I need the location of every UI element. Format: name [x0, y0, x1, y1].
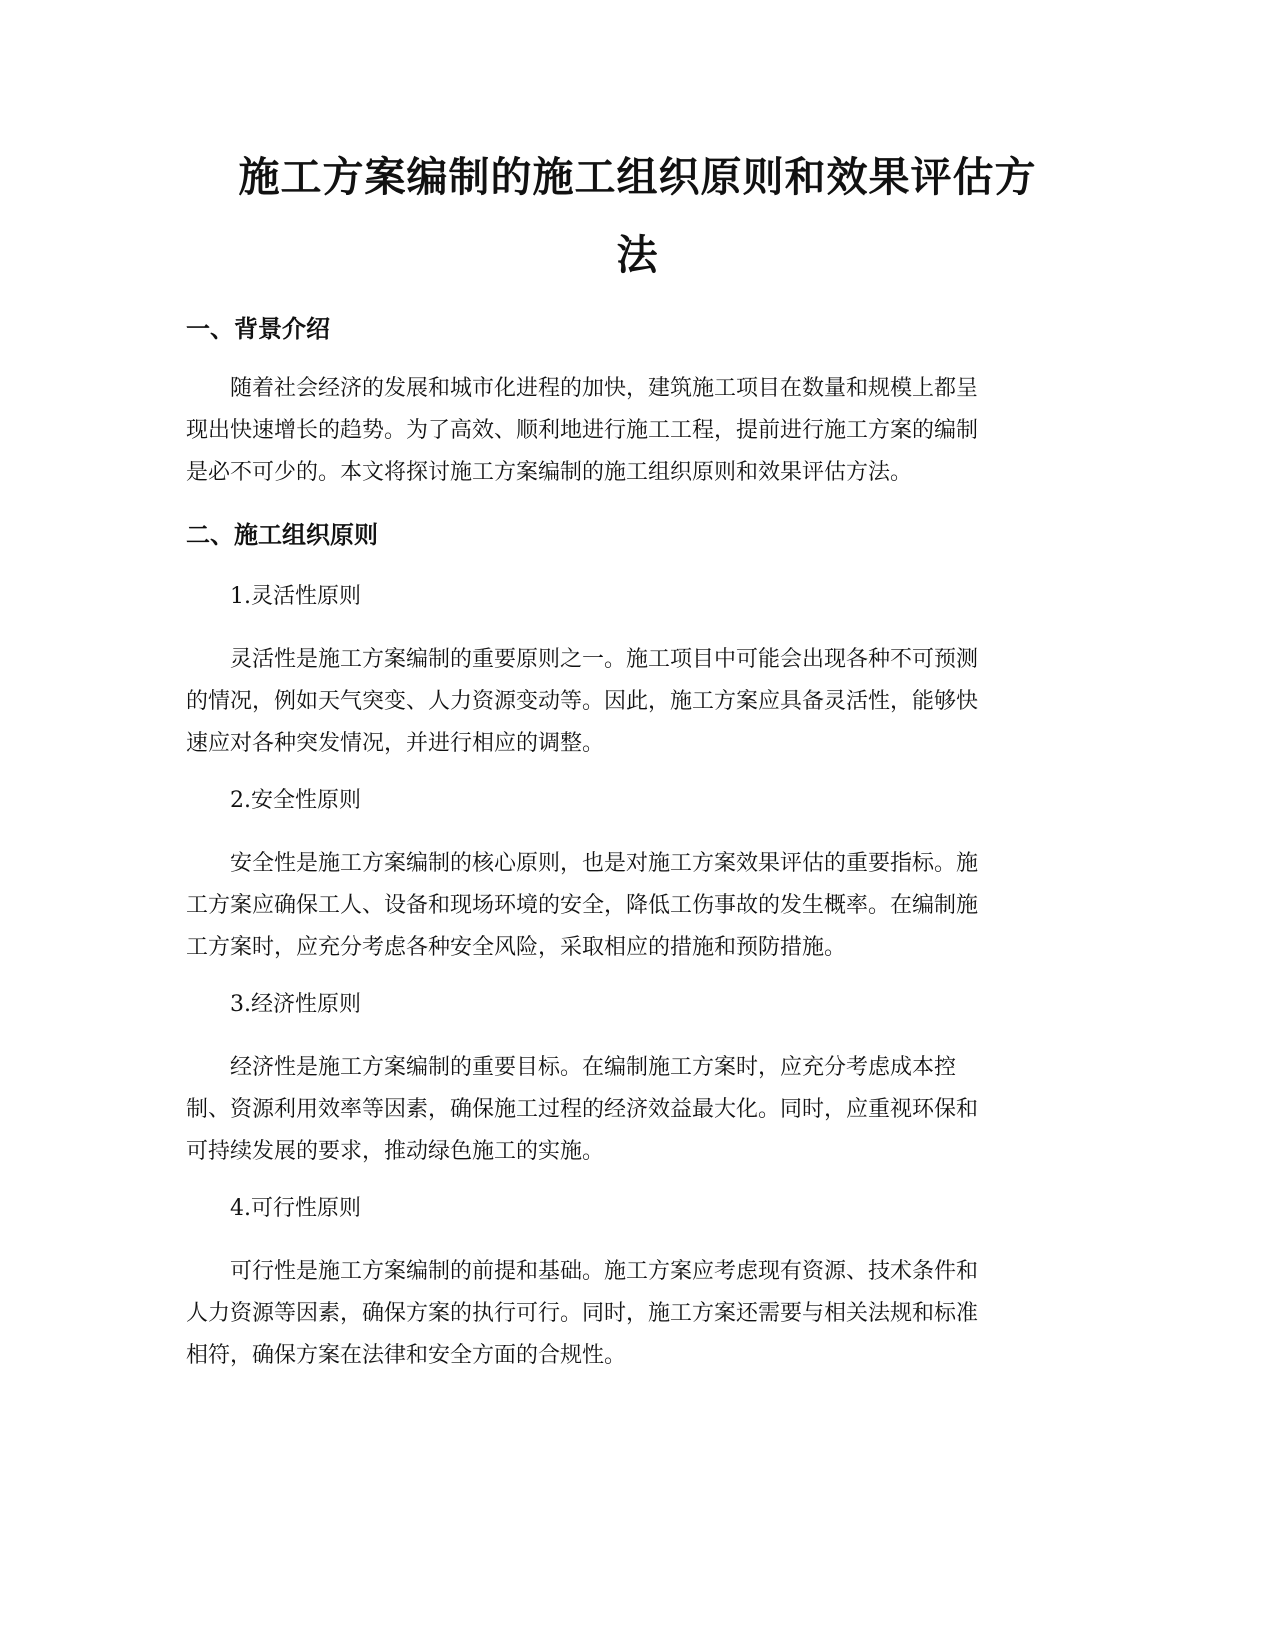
- background-paragraph: [186, 368, 1086, 494]
- paragraph-line: 经济性是施工方案编制的重要目标。在编制施工方案时，应充分考虑成本控: [230, 1055, 957, 1080]
- principle-4-paragraph: [186, 1251, 1086, 1377]
- paragraph-line: 安全性是施工方案编制的核心原则，也是对施工方案效果评估的重要指标。施: [230, 851, 979, 876]
- title-line-2: 法: [616, 231, 659, 279]
- paragraph-line: 工方案时，应充分考虑各种安全风险，采取相应的措施和预防措施。: [186, 935, 847, 960]
- paragraph-line: 人力资源等因素，确保方案的执行可行。同时，施工方案还需要与相关法规和标准: [186, 1301, 979, 1326]
- principle-3-heading: 3.经济性原则: [230, 992, 361, 1017]
- principle-2-paragraph: [186, 843, 1086, 969]
- principle-4-heading: 4.可行性原则: [230, 1196, 361, 1221]
- paragraph-line: 的情况，例如天气突变、人力资源变动等。因此，施工方案应具备灵活性，能够快: [186, 689, 979, 714]
- principle-1-heading: 1.灵活性原则: [230, 584, 361, 609]
- document-title: [170, 138, 1105, 294]
- section-heading-principles: 二、施工组织原则: [186, 521, 378, 549]
- paragraph-line: 是必不可少的。本文将探讨施工方案编制的施工组织原则和效果评估方法。: [186, 460, 913, 485]
- paragraph-line: 工方案应确保工人、设备和现场环境的安全，降低工伤事故的发生概率。在编制施: [186, 893, 979, 918]
- section-heading-background: 一、背景介绍: [186, 315, 330, 343]
- paragraph-line: 可持续发展的要求，推动绿色施工的实施。: [186, 1139, 605, 1164]
- paragraph-line: 速应对各种突发情况，并进行相应的调整。: [186, 731, 605, 756]
- paragraph-line: 随着社会经济的发展和城市化进程的加快，建筑施工项目在数量和规模上都呈: [230, 376, 979, 401]
- principle-3-paragraph: [186, 1047, 1086, 1173]
- paragraph-line: 相符，确保方案在法律和安全方面的合规性。: [186, 1343, 627, 1368]
- paragraph-line: 灵活性是施工方案编制的重要原则之一。施工项目中可能会出现各种不可预测: [230, 647, 979, 672]
- principle-1-paragraph: [186, 639, 1086, 765]
- paragraph-line: 可行性是施工方案编制的前提和基础。施工方案应考虑现有资源、技术条件和: [230, 1259, 979, 1284]
- paragraph-line: 现出快速增长的趋势。为了高效、顺利地进行施工工程，提前进行施工方案的编制: [186, 418, 979, 443]
- title-line-1: 施工方案编制的施工组织原则和效果评估方: [238, 153, 1037, 201]
- principle-2-heading: 2.安全性原则: [230, 788, 361, 813]
- paragraph-line: 制、资源利用效率等因素，确保施工过程的经济效益最大化。同时，应重视环保和: [186, 1097, 979, 1122]
